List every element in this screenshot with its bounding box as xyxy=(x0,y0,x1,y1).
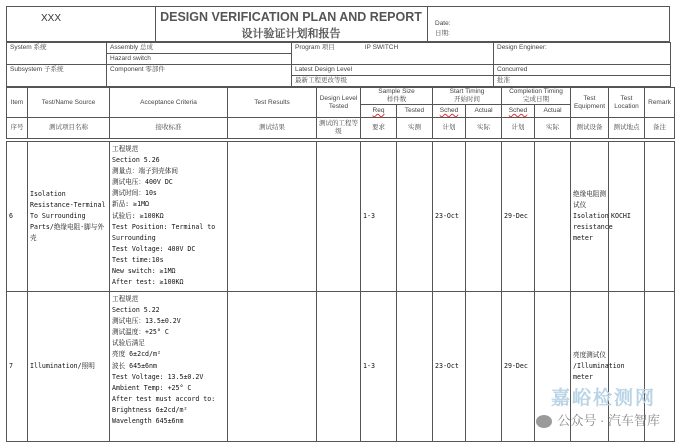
program-cell xyxy=(292,43,494,65)
row-item: 7 xyxy=(7,292,28,442)
row-req: 1-3 xyxy=(361,142,397,292)
col-item: Item xyxy=(7,88,28,118)
program-label: Program 项目 xyxy=(295,44,335,51)
col-results: Test Results xyxy=(228,88,317,118)
title-english: DESIGN VERIFICATION PLAN AND REPORT xyxy=(160,10,422,24)
col-completion-timing xyxy=(502,88,571,105)
row-design-level xyxy=(317,142,361,292)
concurred-label: Concurred xyxy=(494,65,671,76)
sample-size-en: Sample Size xyxy=(378,88,415,95)
row-design-level xyxy=(317,292,361,442)
date-label-cn: 日期: xyxy=(435,30,450,37)
col-results-cn: 测试结果 xyxy=(228,118,317,139)
program-value: IP SWITCH xyxy=(364,44,399,51)
watermark-account: 公众号 · 汽车智库 xyxy=(557,413,660,428)
completion-timing-cn: 完成日期 xyxy=(523,96,549,103)
col-complete-actual-cn: 实际 xyxy=(535,118,571,139)
row-start-actual xyxy=(466,142,502,292)
row-equipment: 亮度测试仪 /Illumination meter xyxy=(571,292,609,442)
date-label-en: Date: xyxy=(435,20,451,27)
start-timing-en: Start Timing xyxy=(449,88,485,95)
row-tested xyxy=(397,142,433,292)
design-engineer-cell: Design Engineer: xyxy=(494,43,671,65)
sample-size-cn: 样件数 xyxy=(386,96,407,103)
row-tested xyxy=(397,292,433,442)
system-cell: System 系统 xyxy=(7,43,107,65)
row-complete-sched: 29-Dec xyxy=(502,142,535,292)
component-cell: Component 零部件 xyxy=(107,65,292,87)
col-complete-actual: Actual xyxy=(535,105,571,118)
col-start-timing xyxy=(433,88,502,105)
code-cell xyxy=(7,7,156,41)
col-req-cn: 要求 xyxy=(361,118,397,139)
col-design-level-cn: 测试的工程等级 xyxy=(317,118,361,139)
row-results xyxy=(228,142,317,292)
concurred-cn: 批准 xyxy=(494,76,671,87)
completion-timing-en: Completion Timing xyxy=(509,88,563,95)
row-start-sched: 23-Oct xyxy=(433,292,466,442)
col-start-sched-cn: 计划 xyxy=(433,118,466,139)
latest-level-cn: 最新工程更改等级 xyxy=(292,76,494,87)
row-remark xyxy=(645,142,675,292)
col-start-actual-cn: 实际 xyxy=(466,118,502,139)
row-complete-sched: 29-Dec xyxy=(502,292,535,442)
assembly-value: Hazard switch xyxy=(107,54,292,65)
row-results xyxy=(228,292,317,442)
col-complete-sched: Sched xyxy=(502,105,535,118)
table-row xyxy=(7,142,675,292)
report-header xyxy=(6,6,670,42)
subsystem-cell: Subsystem 子系统 xyxy=(7,65,107,87)
col-item-cn: 序号 xyxy=(7,118,28,139)
title-cell xyxy=(155,7,428,41)
row-equipment: 绝缘电阻测试仪 Isolation resistance meter xyxy=(571,142,609,292)
col-req: Req xyxy=(361,105,397,118)
col-complete-sched-cn: 计划 xyxy=(502,118,535,139)
info-table xyxy=(6,42,671,87)
title-chinese: 设计验证计划和报告 xyxy=(241,27,341,40)
row-location: KOCHI xyxy=(609,142,645,292)
row-item: 6 xyxy=(7,142,28,292)
col-test-name: Test/Name Source xyxy=(28,88,110,118)
col-equipment-cn: 测试设备 xyxy=(571,118,609,139)
col-location-cn: 测试地点 xyxy=(609,118,645,139)
assembly-label: Assembly 总成 xyxy=(107,43,292,54)
col-test-name-cn: 测试项目名称 xyxy=(28,118,110,139)
col-criteria-cn: 接收标准 xyxy=(110,118,228,139)
watermark-account-line xyxy=(536,410,660,429)
row-test-name: Isolation Resistance-Terminal To Surrounding Parts/绝缘电阻-脚与外壳 xyxy=(28,142,110,292)
col-criteria: Acceptance Criteria xyxy=(110,88,228,118)
col-sample-size xyxy=(361,88,433,105)
latest-level-label: Latest Design Level xyxy=(292,65,494,76)
dvp-report-page xyxy=(6,6,670,443)
document-code: XXX xyxy=(41,13,62,24)
row-complete-actual xyxy=(535,142,571,292)
col-start-actual: Actual xyxy=(466,105,502,118)
col-tested: Tested xyxy=(397,105,433,118)
row-req: 1-3 xyxy=(361,292,397,442)
col-design-level: Design Level Tested xyxy=(317,88,361,118)
col-remark-cn: 备注 xyxy=(645,118,675,139)
row-criteria: 工程规范 Section 5.26 测量点：端子到壳体间 测试电压：400V DC 测试时间：10s 新品: ≥1MΩ 试验后: ≥100KΩ Test Position: Terminal to Surrounding Test Voltage: 400V DC Test time:10s New switch: ≥1MΩ After test: ≥100KΩ xyxy=(110,142,228,292)
start-timing-cn: 开始时间 xyxy=(454,96,480,103)
date-field xyxy=(435,19,451,39)
wechat-icon xyxy=(536,415,552,428)
col-tested-cn: 实测 xyxy=(397,118,433,139)
column-header-table xyxy=(6,87,675,139)
col-start-sched: Sched xyxy=(433,105,466,118)
watermark-site: 嘉峪检测网 xyxy=(550,387,656,409)
row-test-name: Illumination/照明 xyxy=(28,292,110,442)
col-equipment: Test Equipment xyxy=(571,88,609,118)
col-remark: Remark xyxy=(645,88,675,118)
watermark xyxy=(450,383,670,443)
row-start-sched: 23-Oct xyxy=(433,142,466,292)
col-location: Test Location xyxy=(609,88,645,118)
row-criteria: 工程规范 Section 5.22 测试电压：13.5±0.2V 测试温度：+25° C 试验后满足 亮度 6±2cd/m² 波长 645±6nm Test Voltage: 13.5±0.2V Ambient Temp: +25° C After test must accord to: Brightness 6±2cd/m² Wavelength 645±6nm xyxy=(110,292,228,442)
